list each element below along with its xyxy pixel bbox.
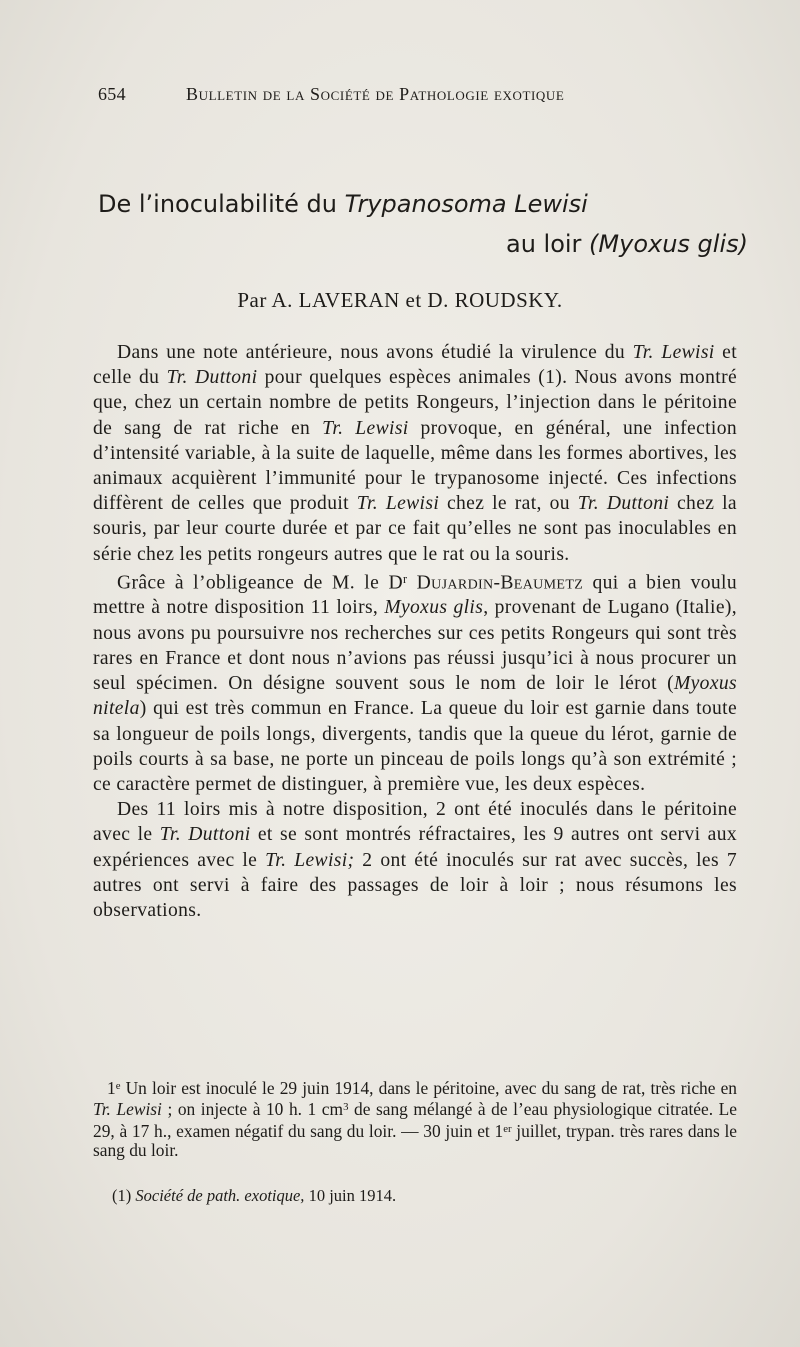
footnote-number: (1) (112, 1186, 132, 1205)
text-run: 2 ont été inoculés sur rat avec succès, les 7 autres ont servi à faire des passages de loir à loir ; nous résumons les observations. (93, 849, 737, 921)
title-text: au loir (505, 230, 590, 258)
text-run: pour quelques espèces animales (1). Nous avons montré que, chez un certain nombre de petits Rongeurs, l’injection dans le péritoine de sang de rat riche en (93, 367, 737, 439)
article-body (93, 340, 737, 923)
title-species: (Myoxus glis) (589, 230, 748, 258)
species-name: Tr. Lewisi (632, 342, 715, 363)
species-name: Myoxus nitela (93, 673, 737, 720)
superscript: 3 (343, 1101, 349, 1114)
footnote (112, 1186, 712, 1206)
text-run: Des 11 loirs mis à notre disposition, 2 ont été inoculés dans le péritoine avec le (93, 799, 737, 846)
text-run: de sang mélangé à de l’eau physiologique citratée. Le 29, à 17 h., examen négatif du sang du loir. — 30 juin et 1 (93, 1099, 737, 1141)
superscript: r (402, 571, 408, 586)
species-name: Tr. Lewisi (322, 417, 409, 439)
title-line-1 (98, 190, 588, 218)
footnote-source: Société de path. exotique, (135, 1186, 305, 1205)
text-run: ) qui est très commun en France. La queue du loir est garnie dans toute sa longueur de poils longs, divergents, tandis que la queue du lérot, garnie de poils courts à sa base, ne porte un pinceau de poils longs qu’à son extrémité ; ce caractère permet de distinguer, à première vue, les deux espèces. (93, 698, 737, 795)
superscript: er (503, 1122, 512, 1135)
species-name: Tr. Duttoni (159, 824, 251, 846)
running-header (98, 84, 658, 105)
observation-1 (93, 1077, 737, 1161)
observation-number: 1 (107, 1077, 116, 1098)
paragraph-1 (93, 340, 737, 567)
page-number: 654 (98, 84, 126, 104)
text-run: ; on injecte à 10 h. 1 cm (161, 1099, 344, 1120)
observation-block (93, 1077, 737, 1161)
running-title: Bulletin de la Société de Pathologie exotique (186, 84, 565, 104)
text-run: , provenant de Lugano (Italie), nous avons pu poursuivre nos recherches sur ces petits Rongeurs qui sont très rares en France et dont nous n’avions pas réussi jusqu’ici à nous procurer un seul spécimen. On désigne souvent sous le nom de loir le lérot ( (93, 597, 738, 695)
text-run: juillet, trypan. très rares dans le sang du loir. (93, 1120, 737, 1161)
text-run: Un loir est inoculé le 29 juin 1914, dans le péritoine, avec du sang de rat, très riche en (120, 1077, 737, 1098)
person-name: Dujardin-Beaumetz (416, 572, 584, 594)
superscript: e (115, 1080, 121, 1092)
text-run: chez le rat, ou (439, 493, 578, 515)
text-run: et se sont montrés réfractaires, les 9 autres ont servi aux expériences avec le (93, 824, 738, 871)
text-run: qui a bien voulu mettre à notre disposition 11 loirs, (93, 572, 737, 619)
title-text: De l’inoculabilité du (98, 190, 345, 218)
text-run: chez la souris, par leur courte durée et par ce fait qu’elles ne sont pas inoculables en série chez les petits rongeurs autres que le rat ou la souris. (93, 493, 737, 565)
paragraph-3 (93, 797, 737, 923)
title-line-2 (506, 230, 748, 258)
text-run (407, 572, 416, 593)
species-name: Myoxus glis (384, 597, 484, 619)
text-run: et celle du (93, 342, 737, 389)
footnote-date: 10 juin 1914. (304, 1186, 397, 1205)
paragraph-2 (93, 567, 737, 797)
species-name: Tr. Duttoni (166, 367, 258, 389)
species-name: Tr. Lewisi (93, 1099, 162, 1120)
title-species: Trypanosoma Lewisi (344, 190, 588, 218)
species-name: Tr. Duttoni (577, 493, 670, 515)
text-run: Grâce à l’obligeance de M. le D (117, 572, 403, 594)
article-authors: Par A. LAVERAN et D. ROUDSKY. (237, 288, 563, 312)
species-name: Tr. Lewisi; (265, 849, 355, 871)
species-name: Tr. Lewisi (356, 493, 440, 515)
text-run: provoque, en général, une infection d’intensité variable, à la suite de laquelle, même dans les formes abortives, les animaux acquièrent l’immunité pour le trypanosome injecté. Ces infections diffèrent de celles que produit (93, 417, 738, 515)
text-run: Dans une note antérieure, nous avons étudié la virulence du (117, 342, 633, 363)
